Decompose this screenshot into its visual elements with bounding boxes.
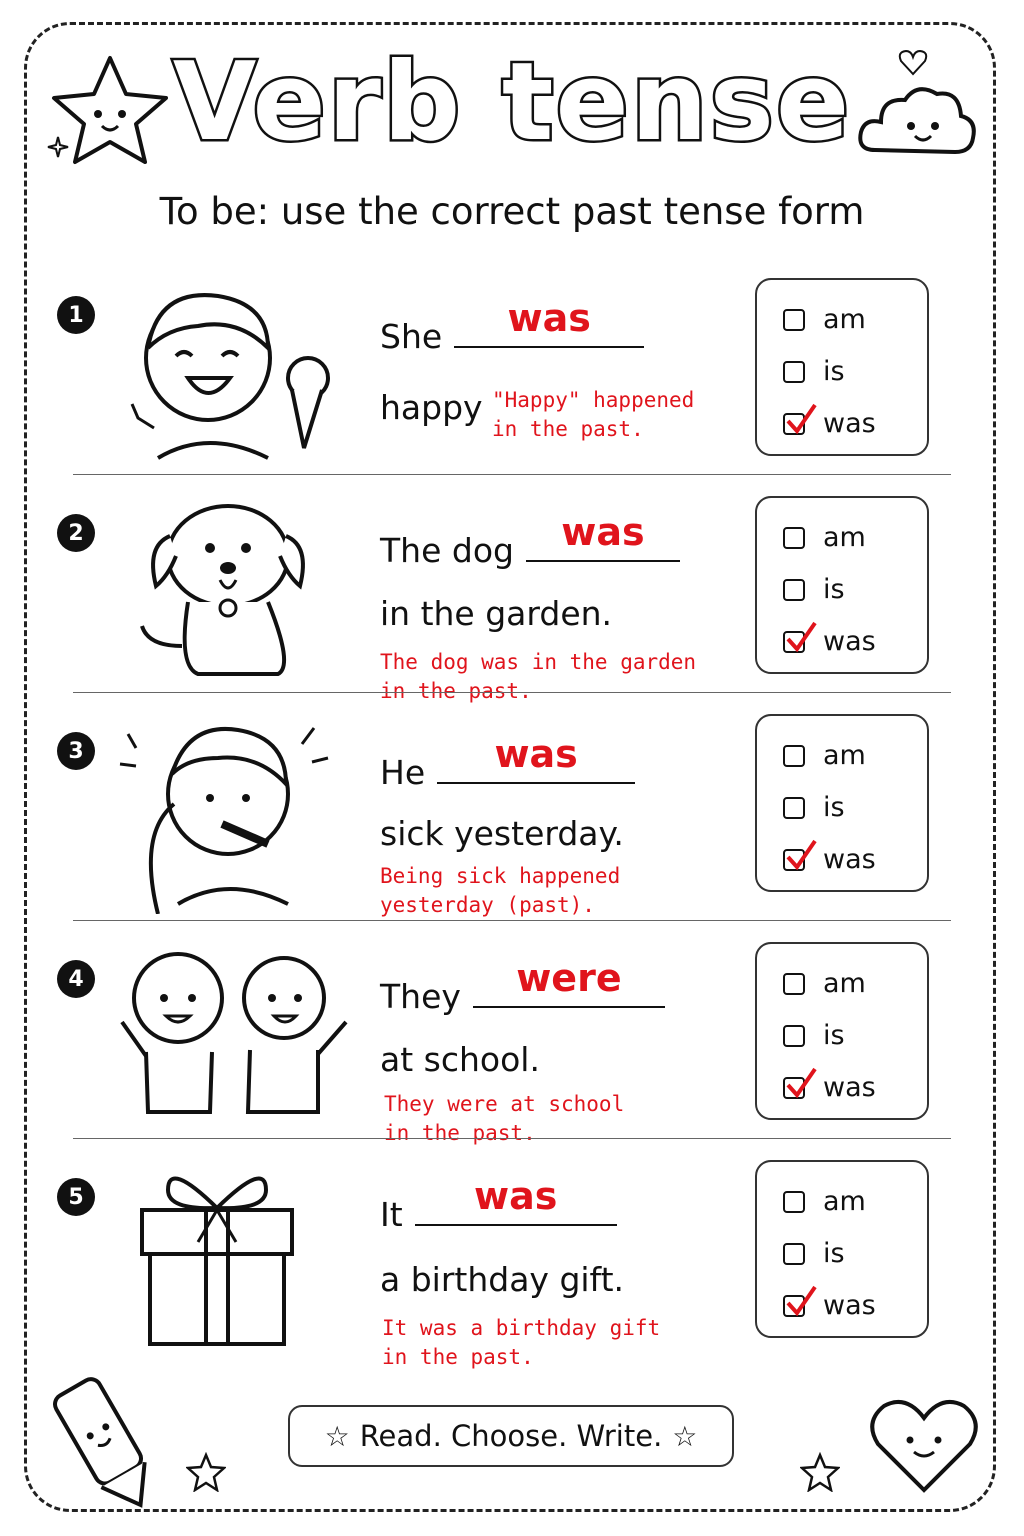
choice-label: is [823,792,845,823]
choice-label: am [823,522,866,553]
footer-text: Read. Choose. Write. [359,1419,663,1453]
choice-is[interactable] [783,1020,845,1051]
choice-was[interactable] [783,626,876,657]
two-kids-waving-icon [118,942,358,1142]
sentence-part-2: sick yesterday. [380,814,624,853]
choice-label: is [823,1238,845,1269]
sentence-part-1 [380,510,680,570]
sentence-part-2: at school. [380,1040,540,1079]
answer-text: was [494,732,578,776]
sentence-part-1 [380,732,635,792]
dog-icon [118,496,358,696]
note-line-2: in the past. [380,679,532,703]
explanation-note [384,1090,624,1148]
question-number: 2 [57,514,95,552]
choice-label: am [823,304,866,335]
sentence-start: It [380,1195,403,1234]
red-check-icon [783,621,817,655]
choice-was[interactable] [783,1072,876,1103]
checkbox[interactable] [783,1025,805,1047]
note-line-2: in the past. [382,1345,534,1369]
star-outline-icon [800,1452,840,1492]
explanation-note [380,862,620,920]
answer-text: was [561,510,645,554]
choice-label: am [823,968,866,999]
smiling-pencil-icon [48,1360,158,1520]
checkbox[interactable] [783,1243,805,1265]
answer-blank[interactable] [473,956,665,1008]
sentence-part-2: in the garden. [380,594,613,633]
choice-am[interactable] [783,304,866,335]
checkbox-checked[interactable] [783,1295,805,1317]
note-line-2: yesterday (past). [380,893,595,917]
sentence-part-1 [380,1174,617,1234]
star-right-icon: ☆ [672,1419,698,1453]
note-line-1: Being sick happened [380,864,621,888]
choice-am[interactable] [783,968,866,999]
choice-label: was [823,1072,876,1103]
red-check-icon [783,403,817,437]
sentence-start: They [380,977,461,1016]
question-1 [0,278,1024,496]
choice-was[interactable] [783,1290,876,1321]
sentence-start: She [380,317,443,356]
instructions-subtitle: To be: use the correct past tense form [159,190,865,233]
explanation-note [380,648,696,706]
red-check-icon [783,839,817,873]
choice-was[interactable] [783,844,876,875]
question-3 [0,714,1024,932]
smiling-heart-icon [866,1392,982,1496]
choice-label: was [823,844,876,875]
star-outline-icon [186,1452,226,1492]
choice-box [755,278,929,456]
girl-with-ice-cream-icon [118,278,358,478]
question-4 [0,942,1024,1160]
choice-am[interactable] [783,522,866,553]
choice-label: was [823,1290,876,1321]
checkbox[interactable] [783,361,805,383]
question-number: 5 [57,1178,95,1216]
answer-blank[interactable] [437,732,635,784]
section-divider [73,474,951,475]
answer-text: were [516,956,622,1000]
question-number: 4 [57,960,95,998]
explanation-note [382,1314,660,1372]
question-number: 1 [57,296,95,334]
choice-box [755,1160,929,1338]
gift-box-icon [118,1160,358,1360]
question-5 [0,1160,1024,1378]
choice-label: is [823,574,845,605]
explanation-note [492,386,694,444]
checkbox[interactable] [783,309,805,331]
section-divider [73,920,951,921]
checkbox[interactable] [783,797,805,819]
choice-am[interactable] [783,740,866,771]
choice-am[interactable] [783,1186,866,1217]
choice-label: was [823,626,876,657]
section-divider [73,1138,951,1139]
choice-box [755,496,929,674]
sentence-part-2: a birthday gift. [380,1260,625,1299]
answer-text: was [507,296,591,340]
note-line-1: It was a birthday gift [382,1316,661,1340]
section-divider [73,692,951,693]
answer-blank[interactable] [526,510,680,562]
choice-label: am [823,1186,866,1217]
note-line-1: They were at school [384,1092,625,1116]
choice-was[interactable] [783,408,876,439]
checkbox[interactable] [783,527,805,549]
choice-label: am [823,740,866,771]
answer-text: was [473,1174,558,1218]
answer-blank[interactable] [415,1174,617,1226]
choice-label: was [823,408,876,439]
answer-blank[interactable] [454,296,644,348]
checkbox[interactable] [783,579,805,601]
note-line-1: The dog was in the garden [380,650,697,674]
choice-is[interactable] [783,792,845,823]
note-line-2: in the past. [384,1121,536,1145]
sentence-part-1 [380,296,644,356]
checkbox[interactable] [783,973,805,995]
choice-is[interactable] [783,356,845,387]
choice-label: is [823,1020,845,1051]
note-line-2: in the past. [492,417,644,441]
choice-is[interactable] [783,574,845,605]
note-line-1: "Happy" happened [492,388,695,412]
checkbox-checked[interactable] [783,413,805,435]
sentence-start: The dog [380,531,514,570]
question-2 [0,496,1024,714]
star-left-icon: ☆ [324,1419,350,1453]
sentence-part-1 [380,956,665,1016]
sentence-part-2: happy [380,388,483,427]
page-title: Verb tense [172,40,852,165]
checkbox-checked[interactable] [783,1077,805,1099]
checkbox[interactable] [783,745,805,767]
checkbox-checked[interactable] [783,849,805,871]
footer-banner [288,1405,734,1467]
choice-label: is [823,356,845,387]
red-check-icon [783,1285,817,1319]
choice-box [755,714,929,892]
sentence-start: He [380,753,426,792]
question-number: 3 [57,732,95,770]
choice-is[interactable] [783,1238,845,1269]
checkbox-checked[interactable] [783,631,805,653]
sick-boy-icon [118,714,358,914]
checkbox[interactable] [783,1191,805,1213]
choice-box [755,942,929,1120]
red-check-icon [783,1067,817,1101]
